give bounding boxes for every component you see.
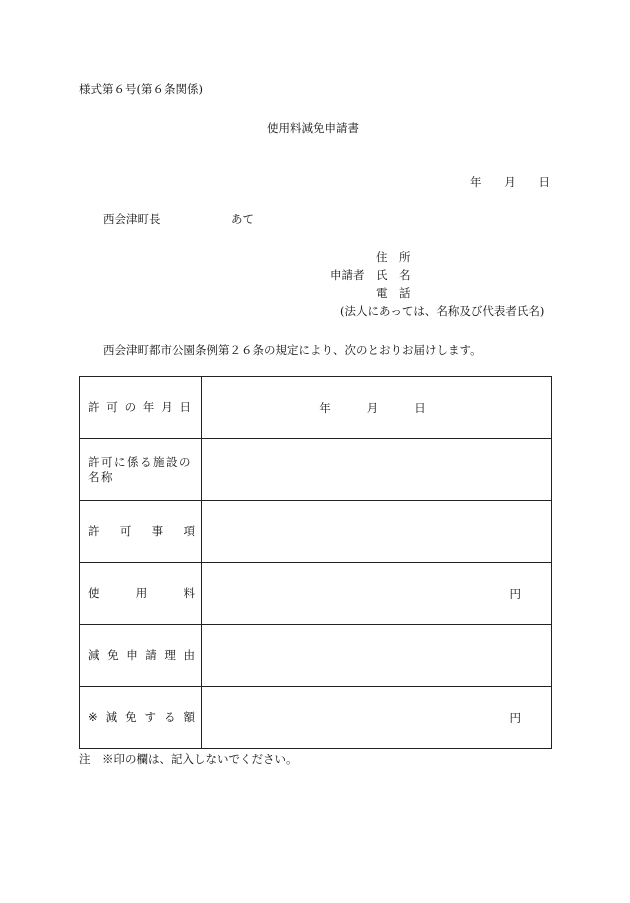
- applicant-address-label: 住 所: [376, 250, 411, 264]
- row-label-cell: [80, 687, 202, 749]
- facility-name-label: 許可に係る施設の名称: [88, 454, 192, 484]
- usage-fee-label-char: 用: [135, 586, 148, 600]
- exemption-amount-label-char: ※: [88, 710, 98, 724]
- applicant-note: (法人にあっては、名称及び代表者氏名): [340, 304, 545, 318]
- row-label-cell: [80, 501, 202, 563]
- document-title: 使用料減免申請書: [267, 121, 359, 135]
- addressee-name: 西会津町長: [103, 212, 161, 226]
- form-number: 様式第６号(第６条関係): [79, 82, 203, 96]
- date-day-label: 日: [538, 175, 550, 189]
- exemption-amount-label-char: る: [164, 710, 176, 724]
- exemption-amount-label-char: 減: [105, 710, 118, 724]
- exemption-amount-label-char: 免: [125, 710, 137, 724]
- permit-item-label-char: 可: [119, 524, 132, 538]
- addressee-suffix: あて: [231, 212, 254, 226]
- applicant-label: 申請者: [330, 268, 365, 282]
- exemption-amount-unit: 円: [509, 710, 521, 725]
- usage-fee-label-char: 使: [88, 586, 100, 600]
- table-row: [80, 687, 552, 749]
- table-row: [80, 501, 552, 563]
- permit-item-label-char: 事: [151, 524, 164, 538]
- permit-date-label-char: の: [124, 400, 137, 414]
- reason-label-char: 免: [107, 648, 119, 662]
- usage-fee-unit: 円: [509, 586, 521, 601]
- reason-label-char: 請: [145, 648, 157, 662]
- usage-fee-label-char: 料: [183, 586, 195, 600]
- permit-item-label-char: 許: [88, 524, 100, 538]
- applicant-phone-label: 電 話: [376, 286, 411, 300]
- row-label-cell: [80, 563, 202, 625]
- permit-date-field[interactable]: [202, 377, 552, 439]
- permit-day-label: 日: [414, 400, 426, 415]
- permit-date-label-char: 年: [142, 400, 155, 414]
- exemption-amount-label-char: 額: [183, 710, 195, 724]
- reason-label-char: 申: [126, 648, 138, 662]
- permit-date-label-char: 日: [179, 400, 191, 414]
- date-month-label: 月: [504, 175, 516, 189]
- date-line: [470, 175, 550, 189]
- usage-fee-field[interactable]: [202, 563, 552, 625]
- reason-label-char: 減: [88, 648, 100, 662]
- permit-item-field[interactable]: [202, 501, 552, 563]
- reason-label-char: 由: [183, 648, 195, 662]
- date-year-label: 年: [470, 175, 482, 189]
- row-label-cell: [80, 439, 202, 501]
- row-label-cell: [80, 377, 202, 439]
- applicant-name-label: 氏 名: [376, 268, 411, 282]
- permit-date-label-char: 月: [161, 400, 173, 414]
- facility-name-field[interactable]: [202, 439, 552, 501]
- exemption-amount-label-char: す: [144, 710, 157, 724]
- table-row: [80, 625, 552, 687]
- table-row: [80, 439, 552, 501]
- application-table: [79, 376, 552, 749]
- permit-date-label-char: 可: [106, 400, 118, 414]
- exemption-reason-field[interactable]: [202, 625, 552, 687]
- row-label-cell: [80, 625, 202, 687]
- footnote: 注 ※印の欄は、記入しないでください。: [79, 752, 298, 766]
- exemption-amount-field: [202, 687, 552, 749]
- permit-date-label-char: 許: [88, 400, 100, 414]
- table-row: [80, 377, 552, 439]
- permit-item-label-char: 項: [183, 524, 195, 538]
- table-row: [80, 563, 552, 625]
- reason-label-char: 理: [164, 648, 176, 662]
- body-text: 西会津町都市公園条例第２６条の規定により、次のとおりお届けします。: [103, 343, 482, 357]
- permit-year-label: 年: [319, 400, 331, 415]
- permit-month-label: 月: [366, 400, 379, 415]
